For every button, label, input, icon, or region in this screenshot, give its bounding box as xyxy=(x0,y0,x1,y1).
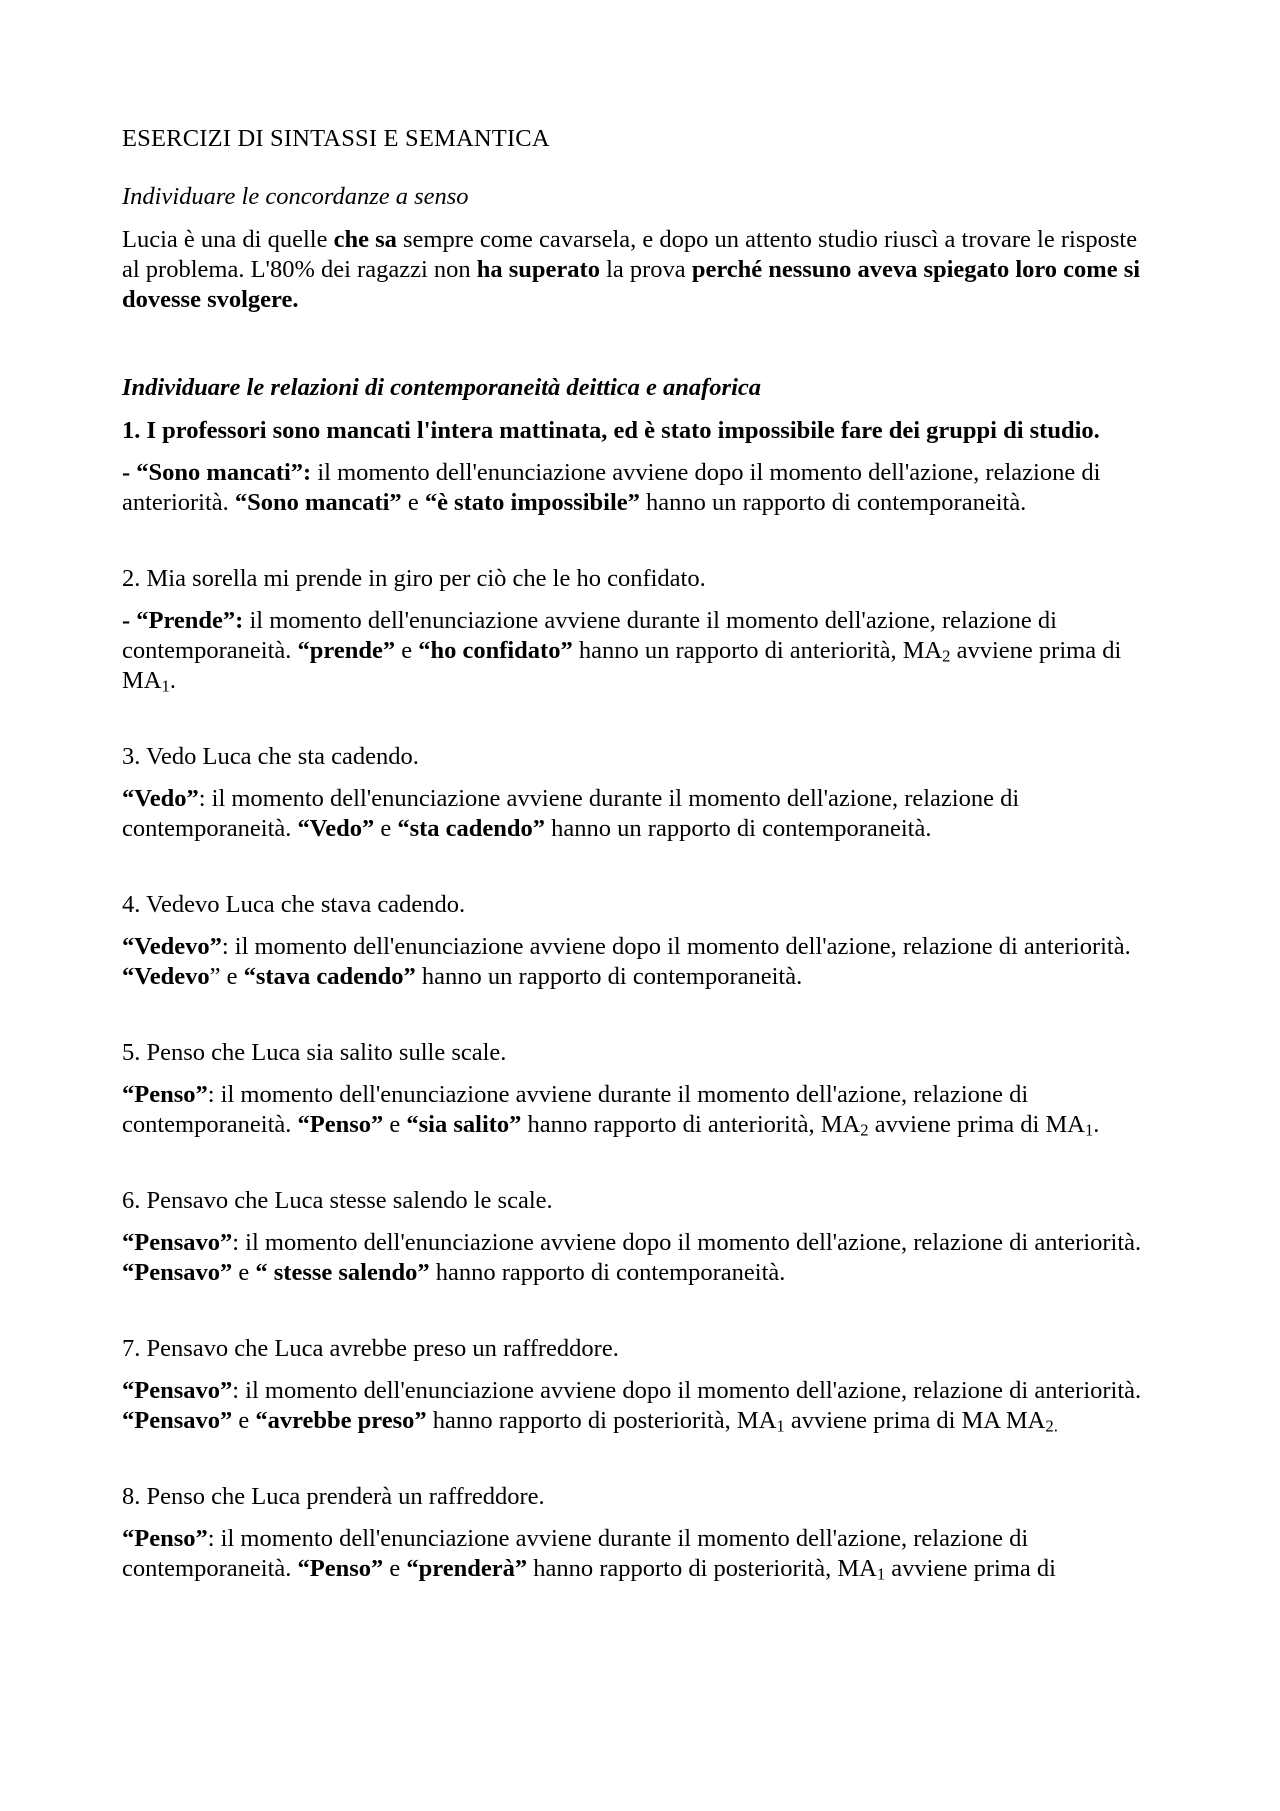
bold-run: “Penso” xyxy=(122,1525,208,1552)
text-run: hanno un rapporto di contemporaneità. xyxy=(415,963,803,990)
text-run: : il momento dell'enunciazione avviene dopo il momento dell'azione, relazione di anteriorità. xyxy=(221,933,1131,960)
exercise-8-sentence: 8. Penso che Luca prenderà un raffreddore. xyxy=(122,1483,545,1510)
bold-run: “Pensavo” xyxy=(122,1377,233,1404)
subscript: 1 xyxy=(876,1564,886,1584)
text-run: : il momento dell'enunciazione avviene durante il momento dell'azione, relazione di contemporaneità. xyxy=(122,1081,1029,1138)
text-run: hanno rapporto di posteriorità, MA xyxy=(426,1407,777,1434)
bold-run: “è stato impossibile” xyxy=(424,489,640,516)
text-run: hanno rapporto di anteriorità, MA xyxy=(521,1111,861,1138)
section1-paragraph xyxy=(122,225,1160,315)
exercise-2-answer xyxy=(122,606,1160,696)
text-run: la prova xyxy=(599,256,692,283)
text-run: hanno un rapporto di contemporaneità. xyxy=(545,815,932,842)
text-run: sempre come cavarsela, e dopo un attento studio riuscì a trovare le risposte al problema. L'80% dei ragazzi non xyxy=(122,226,1138,283)
text-run: ” e xyxy=(209,963,244,990)
spacer xyxy=(122,1288,1160,1334)
subscript: 1 xyxy=(776,1416,785,1436)
text-run: avviene prima di MA xyxy=(122,637,1122,694)
bold-run: - “Sono mancati”: xyxy=(122,459,312,486)
text-run: : il momento dell'enunciazione avviene dopo il momento dell'azione, relazione di anteriorità. xyxy=(232,1229,1142,1256)
bold-run: “Pensavo” xyxy=(122,1229,233,1256)
bold-run: “Vedo” xyxy=(297,815,375,842)
text-run: . xyxy=(169,667,176,694)
text-run: Lucia è una di quelle xyxy=(122,226,334,253)
exercise-1-sentence: 1. I professori sono mancati l'intera mattinata, ed è stato impossibile fare dei gruppi di studio. xyxy=(122,417,1100,444)
bold-run: “Pensavo” xyxy=(122,1259,233,1286)
bold-run: - “Prende”: xyxy=(122,607,244,634)
bold-run: “Pensavo” xyxy=(122,1407,233,1434)
exercise-7-answer xyxy=(122,1376,1160,1436)
text-run: avviene prima di MA xyxy=(784,1407,1000,1434)
text-run: e xyxy=(395,637,419,664)
bold-run: “sia salito” xyxy=(406,1111,522,1138)
subscript: 1 xyxy=(1084,1120,1094,1140)
text-run: e xyxy=(232,1259,256,1286)
text-run: e xyxy=(401,489,425,516)
section1-instruction: Individuare le concordanze a senso xyxy=(122,183,469,210)
subscript: 2 xyxy=(942,646,951,666)
exercise-1-answer xyxy=(122,458,1160,518)
text-run: hanno un rapporto di contemporaneità. xyxy=(639,489,1027,516)
text-run: avviene prima di MA xyxy=(868,1111,1085,1138)
bold-run: “prenderà” xyxy=(406,1555,528,1582)
spacer xyxy=(122,992,1160,1038)
text-run: il momento dell'enunciazione avviene durante il momento dell'azione, relazione di contemporaneità. xyxy=(122,607,1057,664)
bold-run: “Penso” xyxy=(297,1111,384,1138)
subscript: 1 xyxy=(161,676,170,696)
spacer xyxy=(122,1140,1160,1186)
section2-instruction: Individuare le relazioni di contemporaneità deittica e anaforica xyxy=(122,374,762,401)
bold-run: “Penso” xyxy=(297,1555,384,1582)
exercise-6-answer xyxy=(122,1228,1160,1288)
spacer xyxy=(122,844,1160,890)
exercise-7-sentence: 7. Pensavo che Luca avrebbe preso un raffreddore. xyxy=(122,1335,619,1362)
bold-run: “ stesse salendo” xyxy=(255,1259,430,1286)
exercise-3-sentence: 3. Vedo Luca che sta cadendo. xyxy=(122,743,419,770)
bold-run: “Penso” xyxy=(122,1081,208,1108)
bold-run: “Vedevo” xyxy=(122,933,222,960)
bold-run: “ho confidato” xyxy=(418,637,573,664)
bold-run: “stava cadendo” xyxy=(243,963,416,990)
spacer xyxy=(122,1436,1160,1482)
bold-run: “sta cadendo” xyxy=(397,815,546,842)
text-run: hanno rapporto di posteriorità, MA xyxy=(527,1555,877,1582)
text-run: avviene prima di xyxy=(885,1555,1056,1582)
bold-run: “Sono mancati” xyxy=(234,489,402,516)
exercise-4-sentence: 4. Vedevo Luca che stava cadendo. xyxy=(122,891,466,918)
subscript: 2 xyxy=(860,1120,869,1140)
text-run: hanno un rapporto di anteriorità, MA xyxy=(572,637,943,664)
text-run: e xyxy=(383,1555,407,1582)
exercise-4-answer xyxy=(122,932,1160,992)
text-run: . xyxy=(1093,1111,1100,1138)
bold-run: perché nessuno aveva spiegato loro come si dovesse svolgere. xyxy=(122,256,1141,313)
subscript: 2. xyxy=(1045,1416,1058,1436)
exercise-2-sentence: 2. Mia sorella mi prende in giro per ciò che le ho confidato. xyxy=(122,565,706,592)
text-run: : il momento dell'enunciazione avviene dopo il momento dell'azione, relazione di anteriorità. xyxy=(232,1377,1142,1404)
text-run: il momento dell'enunciazione avviene dopo il momento dell'azione, relazione di anteriorità. xyxy=(122,459,1101,516)
text-run: e xyxy=(374,815,398,842)
text-run: hanno rapporto di contemporaneità. xyxy=(429,1259,786,1286)
spacer xyxy=(122,696,1160,742)
exercise-5-answer xyxy=(122,1080,1160,1140)
bold-run: “Vedo” xyxy=(122,785,199,812)
bold-run: “avrebbe preso” xyxy=(255,1407,427,1434)
exercise-3-answer xyxy=(122,784,1160,844)
text-run: e xyxy=(383,1111,407,1138)
exercise-8-answer xyxy=(122,1524,1160,1584)
bold-run: che sa xyxy=(333,226,397,253)
text-run: e xyxy=(232,1407,256,1434)
bold-run: ha superato xyxy=(476,256,600,283)
text-run: MA xyxy=(1005,1407,1046,1434)
bold-run: “Vedevo xyxy=(122,963,210,990)
document-title: ESERCIZI DI SINTASSI E SEMANTICA xyxy=(122,125,550,152)
text-run: : il momento dell'enunciazione avviene durante il momento dell'azione, relazione di contemporaneità. xyxy=(122,1525,1029,1582)
spacer xyxy=(122,518,1160,564)
text-run: : il momento dell'enunciazione avviene durante il momento dell'azione, relazione di contemporaneità. xyxy=(122,785,1020,842)
exercise-5-sentence: 5. Penso che Luca sia salito sulle scale. xyxy=(122,1039,507,1066)
bold-run: “prende” xyxy=(297,637,396,664)
exercise-6-sentence: 6. Pensavo che Luca stesse salendo le scale. xyxy=(122,1187,553,1214)
spacer xyxy=(122,315,1160,373)
